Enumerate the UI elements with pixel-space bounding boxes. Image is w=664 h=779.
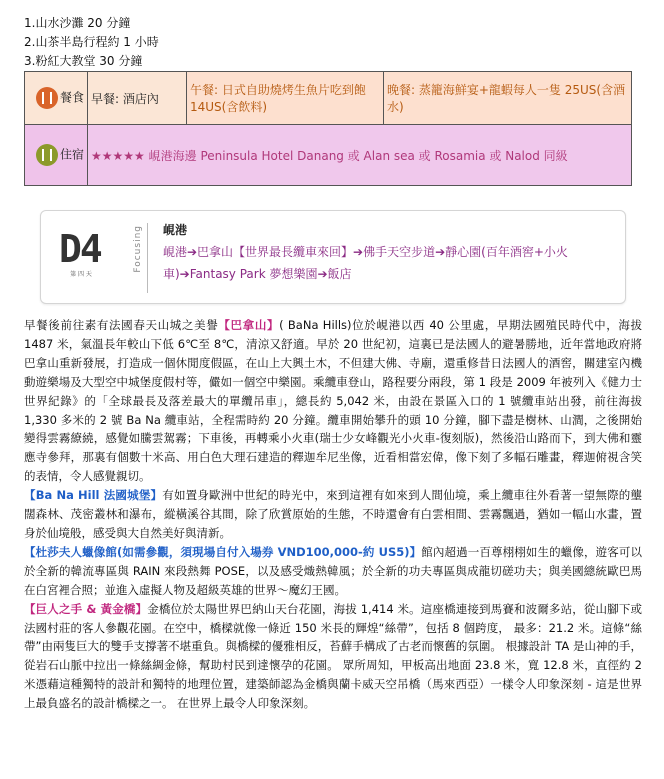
hotel-cell [88, 125, 632, 186]
banner-title: 峴港 [163, 223, 188, 237]
attraction-name: 【Ba Na Hill 法國城堡】 [24, 488, 163, 503]
stay-header-cell [25, 125, 88, 186]
para-text: 早餐後前往素有法國春天山城之美譽 [24, 318, 219, 332]
stay-row [25, 125, 632, 186]
meal-header-cell [25, 72, 88, 125]
focusing-label: Focusing [133, 225, 143, 273]
intro-lines [24, 14, 159, 71]
day-logo [59, 229, 129, 283]
banner-route: 峴港➔巴拿山【世界最長纜車來回】➔佛手天空步道➔靜心園(百年酒窖+小火車)➔Fantasy Park 夢想樂園➔飯店 [163, 245, 568, 281]
dinner-cell: 晚餐: 蒸籠海鮮宴+龍蝦每人一隻 25US(含酒水) [384, 72, 632, 125]
para-text: 有如置身歐洲中世紀的時光中，來到這裡有如來到人間仙境，乘上纜車往外看著一望無際的壟闊森林、茂密叢林和瀑布，縱橫溪谷其間，除了欣賞原始的生態，不時還會有白雲相間、雲霧飄過，猶如一幅山水畫，置身於仙境般，感受與大自然美好與清新。 [24, 488, 642, 540]
hotel-name: 峴港海邊 Peninsula Hotel Danang 或 Alan sea 或 Rosamia 或 Nalod 同級 [148, 148, 568, 163]
intro-line: 3.粉紅大教堂 30 分鐘 [24, 54, 143, 68]
para-text: 金橋位於太陽世界巴納山天台花園，海拔 1,414 米。這座橋連接到馬賽和波爾多站，從山腳下或法國村莊的客人參觀花園。在空中，橋樑就像一條近 150 米長的輝煌“絲帶”，包括 8 個跨度， 最多：21.2 米。這條“絲帶”由兩隻巨大的雙手支撐著不堪重負。與橋樑的優雅相反，苔蘚手構成了古老而懷舊的氛圍。 根據設計 TA 是山神的手，從岩石山脈中拉出一條絲綢金條，幫助村民到達懷孕的花園。 眾所周知，甲板高出地面 23.8 米，寬 12.8 米，直徑約 2 米憑藉這種獨特的設計和獨特的地理位置，建築師認為金橋與蘭卡威天空吊橋（馬來西亞）一樣令人印象深刻 - 這是世界上最負盛名的設計橋樑之一。 在世界上最令人印象深刻。 [24, 601, 642, 711]
day-number: D4 [59, 227, 101, 271]
intro-line: 2.山茶半島行程約 1 小時 [24, 35, 159, 49]
attraction-name: 【杜莎夫人蠟像館(如需參觀，須現場自付入場券 VND100,000-約 US5)】 [24, 544, 422, 559]
intro-line: 1.山水沙灘 20 分鐘 [24, 16, 131, 30]
para-text: ( BaNa Hills)位於峴港以西 40 公里處，早期法國殖民時代中，海拔 1487 米，氣溫長年較山下低 6℃至 8℃，清涼又舒適。早於 20 世紀初，這裏已是法國人的避暑勝地，近年當地政府將巴拿山重新發展，打造成一個休閒度假區，在山上大興土木，不但建大佛、寺廟，還重修昔日法國人的酒窖，關建室內機動遊樂場及大型空中城堡度假村等，儼如一個空中樂園。乘纜車登山，路程要分兩段，第 1 段是 2009 年被列入《健力士世界紀錄》的「全球最長及落差最大的單纜吊車」，總長約 5,042 米，由設在景區入口的 1 號纜車站出發，前往海拔 1,330 多米的 2 號 Ba Na 纜車站，全程需時約 20 分鐘。纜車開始攀升的頭 10 分鐘，腳下盡是樹林、山澗，之後開始變得雲霧繚繞，感覺如騰雲駕霧；下車後，再轉乘小火車(瑞士少女峰觀光小火車-復刻版)，然後沿山路而下，到大佛和靈應寺參拜，那裏有個數十米高、用白色大理石建造的釋迦牟尼坐像，近看相當宏偉，像下刻了多幅石雕畫，釋迦俯視含笑的表情，令人感覺親切。 [24, 318, 643, 484]
stay-label: 住宿 [59, 147, 84, 162]
paragraph-bana-hills [24, 316, 642, 486]
meal-stay-table [24, 71, 632, 186]
lunch-cell: 午餐: 日式自助燒烤生魚片吃到飽 14US(含飲料) [187, 72, 384, 125]
paragraph-golden-bridge [24, 600, 642, 713]
para-text: 館內超過一百尊栩栩如生的蠟像，遊客可以於全新的韓流專區與 RAIN 來段熱舞 POSE，以及感受熾熱韓風；於全新的功夫專區與成龍切磋功夫；與美國總統歐巴馬在白宮裡合照；並進入虛擬人物及超級英雄的世界～魔幻王國。 [24, 544, 642, 597]
day-subtitle: 第 四 天 [70, 271, 92, 278]
attraction-name: 【巨人之手 & 黃金橋】 [24, 601, 148, 616]
meal-label: 餐食 [59, 90, 84, 105]
paragraph-wax-museum [24, 543, 642, 600]
banner-divider [147, 223, 148, 293]
itinerary-body [24, 316, 642, 713]
star-rating: ★★★★★ [91, 148, 145, 163]
paragraph-french-castle [24, 486, 642, 543]
attraction-name: 【巴拿山】 [218, 318, 280, 332]
day-banner [40, 210, 626, 304]
breakfast-cell: 早餐: 酒店內 [88, 72, 187, 125]
meal-row [25, 72, 632, 125]
utensils-icon [36, 87, 58, 109]
bed-icon [36, 144, 58, 166]
